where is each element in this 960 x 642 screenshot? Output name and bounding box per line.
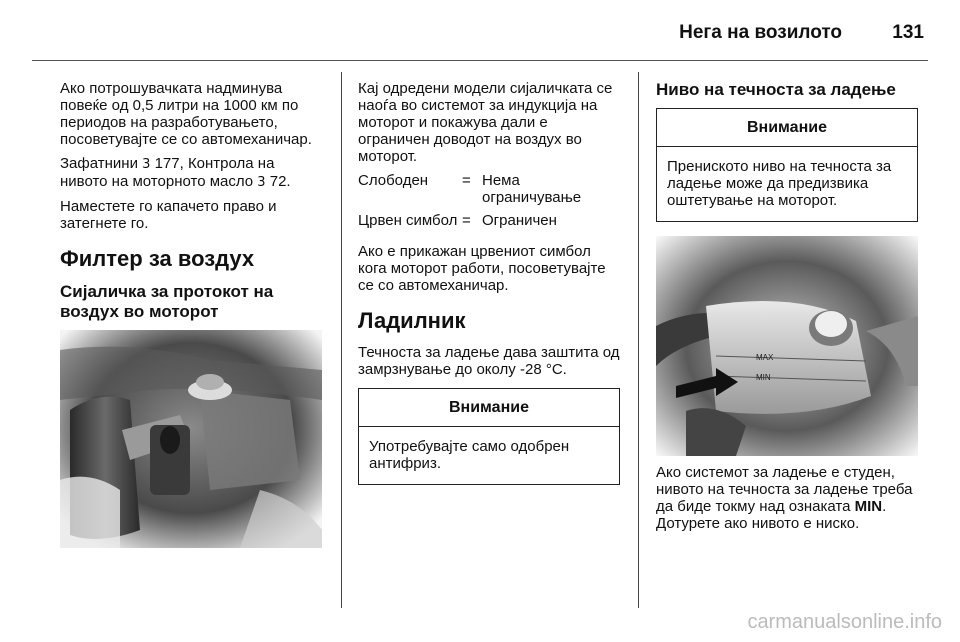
- notice-body: Прениското ниво на течноста за ладење може да предизвика оштетување на моторот.: [667, 158, 892, 209]
- reference-link-capacities[interactable]: 177: [154, 155, 180, 172]
- notice-title: Внимание: [657, 109, 917, 147]
- engine-air-intake-photo: [60, 330, 322, 548]
- column-divider-2: [638, 72, 639, 608]
- reference-arrow-icon: 3: [257, 175, 266, 190]
- column-1: [60, 80, 325, 548]
- notice-box: [358, 388, 620, 485]
- notice-box: [656, 108, 918, 222]
- page-header-title: Нега на возилото: [679, 22, 842, 43]
- max-mark-label: MAX: [756, 353, 774, 362]
- reference-arrow-icon: 3: [142, 157, 151, 172]
- subsection-title-airflow-lamp: Сијаличка за протокот на воздух во моторот: [60, 282, 274, 321]
- state-row: Црвен симбол = Ограничен: [358, 212, 557, 229]
- page-number: 131: [892, 22, 924, 43]
- paragraph-consumption: Ако потрошувачката надминува повеќе од 0,5 литри на 1000 км по периодов на разработувањето, посоветувајте се со автомеханичар.: [60, 80, 312, 148]
- column-2: [358, 80, 620, 493]
- paragraph-cap: Наместете го капачето право и затегнете го.: [60, 198, 277, 232]
- state-row: Слободен = Нема ограничување: [358, 172, 582, 206]
- paragraph-coolant-instruction: Ако системот за ладење е студен, нивото на течноста за ладење треба да биде токму над ознаката MIN. Дотурете ако нивото е ниско.: [656, 464, 913, 532]
- column-divider-1: [341, 72, 342, 608]
- min-mark-text: MIN: [854, 498, 883, 515]
- paragraph-antifreeze: Течноста за ладење дава заштита од замрзнување до околу -28 °C.: [358, 344, 620, 378]
- paragraph-capacities: Зафатнини 3 177, Контрола на нивото на моторното масло 3 72.: [60, 155, 291, 190]
- notice-title: Внимание: [359, 389, 619, 427]
- reference-link-oil-level[interactable]: 72.: [269, 173, 291, 190]
- section-title-coolant-level: Ниво на течноста за ладење: [656, 80, 896, 99]
- column-3: [656, 80, 918, 539]
- watermark: carmanualsonline.info: [747, 611, 942, 633]
- header-rule: [32, 60, 928, 61]
- min-mark-label: MIN: [756, 373, 771, 382]
- paragraph-lamp-location: Кај одредени модели сијаличката се наоѓа во системот за индукција на моторот и покажува дали е ограничен доводот на воздух во моторот.: [358, 80, 613, 165]
- paragraph-red-symbol: Ако е прикажан црвениот симбол кога моторот работи, посоветувајте се со автомеханичар.: [358, 243, 606, 294]
- notice-body: Употребувајте само одобрен антифриз.: [369, 438, 570, 472]
- section-title-radiator: Ладилник: [358, 308, 466, 333]
- section-title-air-filter: Филтер за воздух: [60, 246, 255, 271]
- coolant-reservoir-photo: [656, 236, 918, 456]
